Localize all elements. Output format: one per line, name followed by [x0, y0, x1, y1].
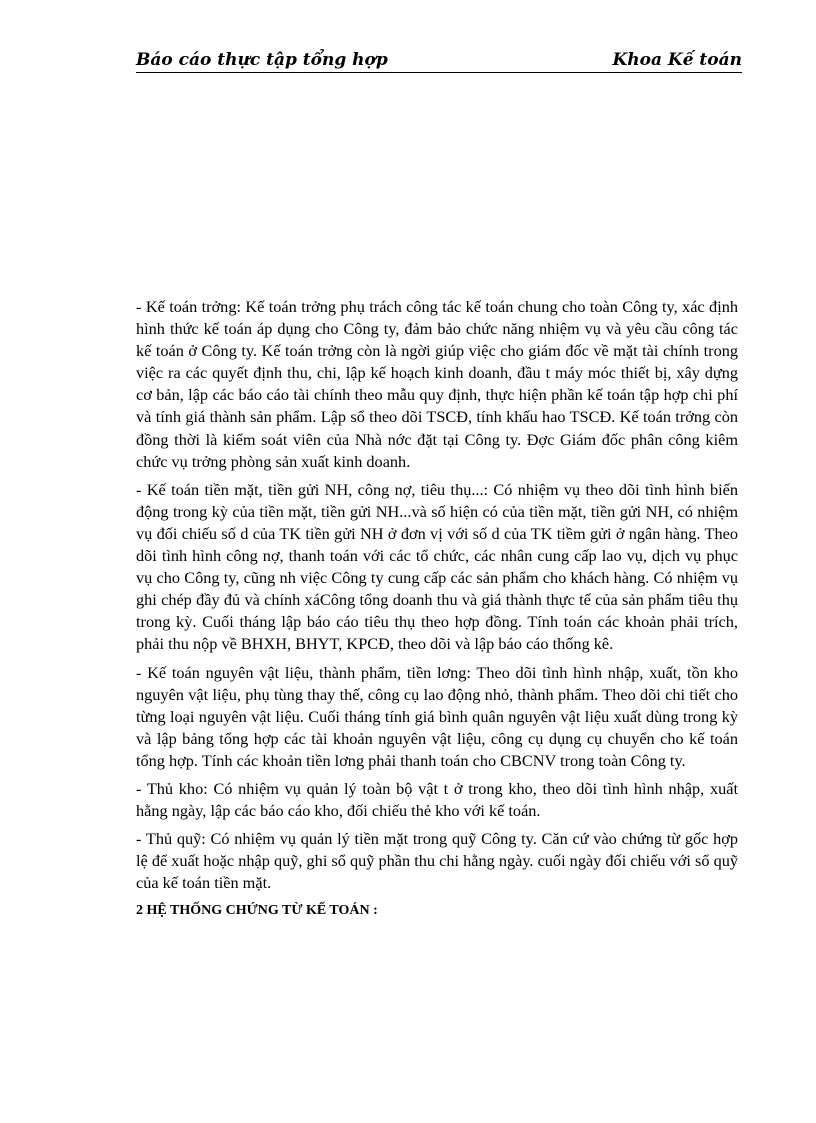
paragraph-materials-accountant: - Kế toán nguyên vật liệu, thành phẩm, tiền lơng: Theo dõi tình hình nhập, xuất, tồn kho nguyên vật liệu, phụ tùng thay thế, công cụ lao động nhỏ, thành phẩm. Theo dõi chi tiết cho từng loại nguyên vật liệu. Cuối tháng tính giá bình quân nguyên vật liệu xuất dùng trong kỳ và lập bảng tổng hợp các tài khoản nguyên vật liệu, công cụ dụng cụ chuyển cho kế toán tổng hợp. Tính các khoản tiền lơng phải thanh toán cho CBCNV trong toàn Công ty. [136, 662, 738, 770]
header-department: Khoa Kế toán [612, 50, 742, 70]
section-heading: 2 HỆ THỐNG CHỨNG TỪ KẾ TOÁN : [136, 903, 378, 919]
paragraph-storekeeper: - Thủ kho: Có nhiệm vụ quản lý toàn bộ vật t ở trong kho, theo dõi tình hình nhập, xuất hằng ngày, lập các báo cáo kho, đối chiếu thẻ kho với kế toán. [136, 778, 738, 821]
page-header [136, 50, 742, 73]
paragraph-cash-accountant: - Kế toán tiền mặt, tiền gửi NH, công nợ, tiêu thụ...: Có nhiệm vụ theo dõi tình hình biến động trong kỳ của tiền mặt, tiền gửi NH...và số hiện có của tiền mặt, tiền gửi NH, có nhiệm vụ đối chiếu số d của TK tiền gửi NH ở đơn vị với số d của TK tiềm gửi ở ngân hàng. Theo dõi tình hình công nợ, thanh toán với các tổ chức, các nhân cung cấp lao vụ, dịch vụ phục vụ cho Công ty, cũng nh việc Công ty cung cấp các sản phẩm cho khách hàng. Có nhiệm vụ ghi chép đầy đủ và chính xáCông tổng doanh thu và giá thành thực tế của sản phẩm tiêu thụ trong kỳ. Cuối tháng lập báo cáo tiêu thụ theo hợp đồng. Tính toán các khoản phải trích, phải thu nộp về BHXH, BHYT, KPCĐ, theo dõi và lập báo cáo thống kê. [136, 479, 738, 654]
header-report-title: Báo cáo thực tập tổng hợp [136, 50, 388, 70]
paragraph-chief-accountant: - Kế toán trởng: Kế toán trởng phụ trách công tác kế toán chung cho toàn Công ty, xác định hình thức kế toán áp dụng cho Công ty, đảm bảo chức năng nhiệm vụ và yêu cầu công tác kế toán ở Công ty. Kế toán trởng còn là ngời giúp việc cho giám đốc về mặt tài chính trong việc ra các quyết định thu, chi, lập kế hoạch kinh doanh, đầu t máy móc thiết bị, xây dựng cơ bản, lập các báo cáo tài chính theo mẫu quy định, thực hiện phần kế toán tập hợp chi phí và tính giá thành sản phẩm. Lập sổ theo dõi TSCĐ, tính khấu hao TSCĐ. Kế toán trởng còn đồng thời là kiểm soát viên của Nhà nớc đặt tại Công ty. Đợc Giám đốc phân công kiêm chức vụ trởng phòng sản xuất kinh doanh. [136, 297, 738, 471]
paragraph-cashier: - Thủ quỹ: Có nhiệm vụ quản lý tiền mặt trong quỹ Công ty. Căn cứ vào chứng từ gốc hợp lệ để xuất hoặc nhập quỹ, ghi sổ quỹ phần thu chi hằng ngày. cuối ngày đối chiếu với sổ quỹ của kế toán tiền mặt. [136, 829, 738, 893]
document-body [136, 296, 738, 922]
